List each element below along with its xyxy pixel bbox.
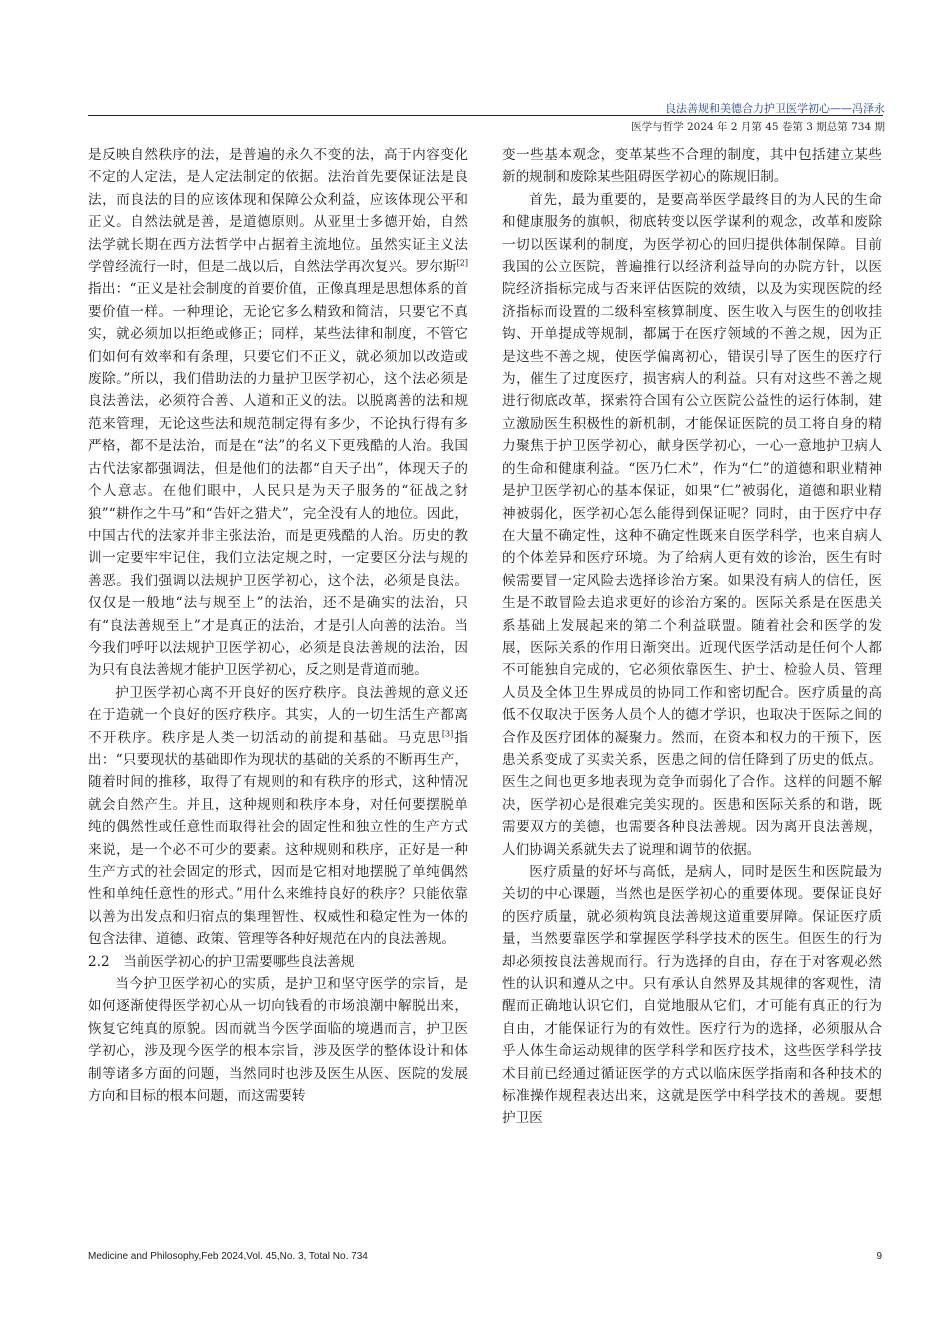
citation-ref: [3] <box>441 729 454 739</box>
page-number: 9 <box>876 1251 882 1262</box>
header-divider <box>88 115 883 116</box>
paragraph: 当今护卫医学初心的实质，是护卫和坚守医学的宗旨，是如何逐渐使得医学初心从一切向钱看的市场浪潮中解脱出来，恢复它纯真的原貌。因而就当今医学面临的境遇而言，护卫医学初心，涉及现今医学的根本宗旨，涉及医学的整体设计和体制等诸多方面的问题，当然同时也涉及医生从医、医院的发展方向和目标的根本问题，而这需要转 <box>88 976 468 1105</box>
paragraph: 护卫医学初心离不开良好的医疗秩序。良法善规的意义还在于造就一个良好的医疗秩序。其实，人的一切生活生产都离不开秩序。秩序是人类一切活动的前提和基础。马克思[3]指出：“只要现状的基础即作为现状的基础的关系的不断再生产，随着时间的推移，取得了有规则的和有秩序的形式，这种情况就会自然产生。并且，这种规则和秩序本身，对任何要摆脱单纯的偶然性或任意性而取得社会的固定性和独立性的生产方式来说，是一个必不可少的要素。这种规则和秩序，正好是一种生产方式的社会固定的形式，因而是它相对地摆脱了单纯偶然性和单纯任意性的形式。”用什么来维持良好的秩序？只能依靠以善为出发点和归宿点的集理智性、权威性和稳定性为一体的包含法律、道德、政策、管理等各种好规范在内的良法善规。 <box>88 684 469 948</box>
footer-journal-info: Medicine and Philosophy,Feb 2024,Vol. 45,No. 3, Total No. 734 <box>88 1251 368 1262</box>
left-column <box>88 144 468 1107</box>
paragraph: 首先，最为重要的，是要高举医学最终目的为人民的生命和健康服务的旗帜，彻底转变以医学谋利的观念，改革和废除一切以医谋利的制度，为医学初心的回归提供体制保障。目前我国的公立医院，普遍推行以经济利益导向的办院方针，以医院经济指标完成与否来评估医院的效绩，以及为实现医院的经济指标而设置的二级科室核算制度、医生收入与医生的创收挂钩、开单提成等规制，都属于在医疗领域的不善之规，因为正是这些不善之规，使医学偏离初心，错误引导了医生的医疗行为，催生了过度医疗，损害病人的利益。只有对这些不善之规进行彻底改革，探索符合国有公立医院公益性的运行体制，建立激励医生积极性的新机制，才能保证医院的员工将自身的精力聚焦于护卫医学初心，献身医学初心，一心一意地护卫病人的生命和健康利益。“医乃仁术”，作为“仁”的道德和职业精神是护卫医学初心的基本保证，如果“仁”被弱化，道德和职业精神被弱化，医学初心怎么能得到保证呢？同时，由于医疗中存在大量不确定性，这种不确定性既来自医学科学，也来自病人的个体差异和医疗环境。为了给病人更有效的诊治，医生有时候需要冒一定风险去选择诊治方案。如果没有病人的信任，医生是不敢冒险去追求更好的诊治方案的。医际关系是在医患关系基础上发展起来的第二个利益联盟。随着社会和医学的发展，医际关系的作用日渐突出。近现代医学活动是任何个人都不可能独自完成的，它必须依靠医生、护士、检验人员、管理人员及全体卫生界成员的协同工作和密切配合。医疗质量的高低不仅取决于医务人员个人的德才学识，也取决于医际之间的合作及医疗团体的凝聚力。然而，在资本和权力的干预下，医患关系变成了买卖关系，医患之间的信任降到了历史的低点。医生之间也更多地表现为竞争而弱化了合作。这样的问题不解决，医学初心是很难完美实现的。医患和医际关系的和谐，既需要双方的美德，也需要各种良法善规。因为离开良法善规，人们协调关系就失去了说理和调节的依据。 <box>502 191 882 858</box>
running-header-issue: 医学与哲学 2024 年 2 月第 45 卷第 3 期总第 734 期 <box>631 121 885 133</box>
paragraph: 是反映自然秩序的法，是普遍的永久不变的法，高于内容变化不定的人定法，是人定法制定的依据。法治首先要保证法是良法，而良法的目的应该体现和保障公众利益，应该体现公平和正义。自然法就是善，是道德原则。从亚里士多德开始，自然法学就长期在西方法哲学中占据着主流地位。虽然实证主义法学曾经流行一时，但是二战以后，自然法学再次复兴。罗尔斯[2]指出：“正义是社会制度的首要价值，正像真理是思想体系的首要价值一样。一种理论，无论它多么精致和简洁，只要它不真实，就必须加以拒绝或修正；同样，某些法律和制度，不管它们如何有效率和有条理，只要它们不正义，就必须加以改造或废除。”所以，我们借助法的力量护卫医学初心，这个法必须是良法善法，必须符合善、人道和正义的法。以脱离善的法和规范来管理，无论这些法和规范制定得有多少，不论执行得有多严格，都不是法治，而是在“法”的名义下更残酷的人治。我国古代法家都强调法，但是他们的法都“自天子出”，体现天子的个人意志。在他们眼中，人民只是为天子服务的“征战之豺狼”“耕作之牛马”和“告奸之猎犬”，完全没有人的地位。因此，中国古代的法家并非主张法治，而是更残酷的人治。历史的教训一定要牢牢记住，我们立法定规之时，一定要区分法与规的善恶。我们强调以法规护卫医学初心，这个法，必须是良法。仅仅是一般地“法与规至上”的法治，还不是确实的法治，只有“良法善规至上”才是真正的法治，才是引人向善的法治。当今我们呼吁以法规护卫医学初心，必须是良法善规的法治，因为只有良法善规才能护卫医学初心，反之则是背道而驰。 <box>88 147 468 679</box>
paragraph: 变一些基本观念，变革某些不合理的制度，其中包括建立某些新的规制和废除某些阻碍医学初心的陈规旧制。 <box>502 147 882 186</box>
paragraph: 医疗质量的好坏与高低，是病人，同时是医生和医院最为关切的中心课题，当然也是医学初心的重要体现。要保证良好的医疗质量，就必须构筑良法善规这道重要屏障。保证医疗质量，当然要靠医学和掌握医学科学技术的医生。但医生的行为却必须按良法善规而行。行为选择的自由，存在于对客观必然性的认识和遵从之中。只有承认自然界及其规律的客观性，清醒而正确地认识它们，自觉地服从它们，才可能有真正的行为自由，才能保证行为的有效性。医疗行为的选择，必须服从合乎人体生命运动规律的医学科学和医疗技术，这些医学科学技术目前已经通过循证医学的方式以临床医学指南和各种技术的标准操作规程表达出来，这就是医学中科学技术的善规。要想护卫医 <box>502 864 882 1127</box>
citation-ref: [2] <box>456 258 468 268</box>
right-column <box>502 144 882 1130</box>
section-heading: 2.2 当前医学初心的护卫需要哪些良法善规 <box>88 953 355 970</box>
running-header-title: 良法善规和美德合力护卫医学初心——冯泽永 <box>665 102 885 115</box>
